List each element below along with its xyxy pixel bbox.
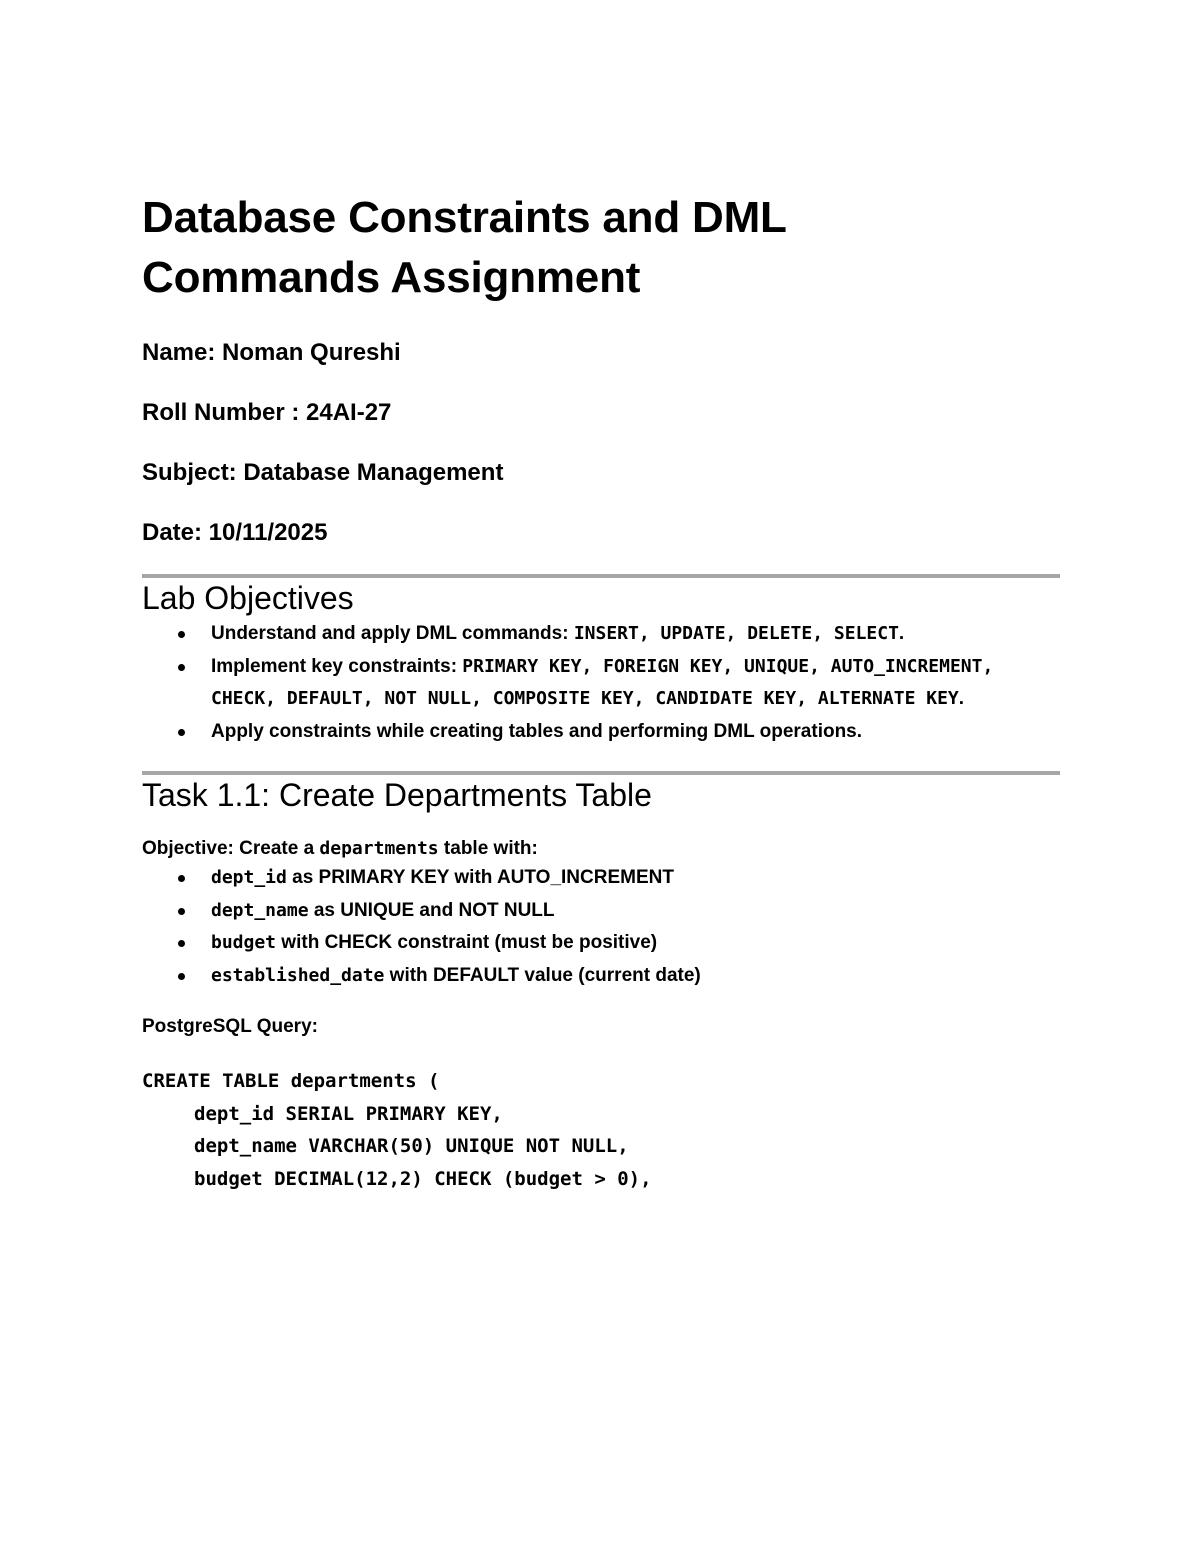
subject: Subject: Database Management — [142, 459, 504, 486]
column-code: established_date — [211, 964, 385, 986]
bullet-icon — [178, 973, 185, 980]
list-item — [142, 618, 1060, 651]
column-description: as UNIQUE and NOT NULL — [308, 899, 555, 921]
column-code: dept_name — [211, 899, 309, 921]
task-requirements-list — [142, 862, 1060, 992]
sql-code-block — [142, 1065, 1060, 1195]
bullet-icon — [178, 940, 185, 947]
column-code: budget — [211, 932, 277, 953]
bullet-icon — [178, 875, 185, 882]
column-description: as PRIMARY KEY with AUTO_INCREMENT — [286, 867, 674, 888]
code-line: CREATE TABLE departments ( — [142, 1070, 440, 1092]
lab-objectives-list — [142, 618, 1060, 748]
student-name: Name: Noman Qureshi — [142, 339, 401, 366]
objective-text: Understand and apply DML commands: — [211, 623, 574, 644]
bullet-icon — [178, 664, 185, 671]
title-line-1: Database Constraints and DML — [142, 193, 787, 242]
column-description: with CHECK constraint (must be positive) — [276, 932, 658, 953]
code-line: dept_name VARCHAR(50) UNIQUE NOT NULL, — [194, 1135, 629, 1158]
list-item — [142, 716, 1060, 749]
bullet-icon — [178, 908, 185, 915]
task-1-1-heading: Task 1.1: Create Departments Table — [142, 777, 652, 813]
objective-text: Apply constraints while creating tables and performing DML operations. — [211, 720, 863, 742]
objective-end: . — [958, 688, 965, 709]
objective-code: PRIMARY KEY, FOREIGN KEY, UNIQUE, AUTO_INCREMENT, CHECK, DEFAULT, NOT NULL, COMPOSITE KEY, CANDIDATE KEY, ALTERNATE KEY — [211, 655, 994, 709]
lab-objectives-heading: Lab Objectives — [142, 580, 354, 616]
objective-code: INSERT, UPDATE, DELETE, SELECT — [573, 623, 899, 644]
task-objective — [142, 836, 1060, 862]
document-content — [142, 188, 1060, 1195]
title-line-2: Commands Assignment — [142, 253, 641, 302]
code-line: dept_id SERIAL PRIMARY KEY, — [194, 1102, 503, 1125]
objective-table-code: departments — [319, 838, 439, 859]
document-title — [142, 188, 1060, 308]
query-label: PostgreSQL Query: — [142, 1016, 318, 1037]
list-item — [142, 960, 1060, 993]
list-item — [142, 651, 1060, 716]
objective-pre: Objective: Create a — [142, 838, 320, 859]
list-item — [142, 862, 1060, 895]
objective-end: . — [898, 623, 905, 644]
column-description: with DEFAULT value (current date) — [384, 964, 701, 986]
code-line: budget DECIMAL(12,2) CHECK (budget > 0), — [194, 1167, 652, 1190]
bullet-icon — [178, 631, 185, 638]
bullet-icon — [178, 729, 185, 736]
roll-number: Roll Number : 24AI-27 — [142, 399, 392, 426]
date: Date: 10/11/2025 — [142, 519, 328, 546]
objective-post: table with: — [438, 838, 538, 859]
list-item — [142, 895, 1060, 928]
objective-text: Implement key constraints: — [211, 655, 463, 677]
list-item — [142, 927, 1060, 960]
column-code: dept_id — [211, 867, 287, 888]
